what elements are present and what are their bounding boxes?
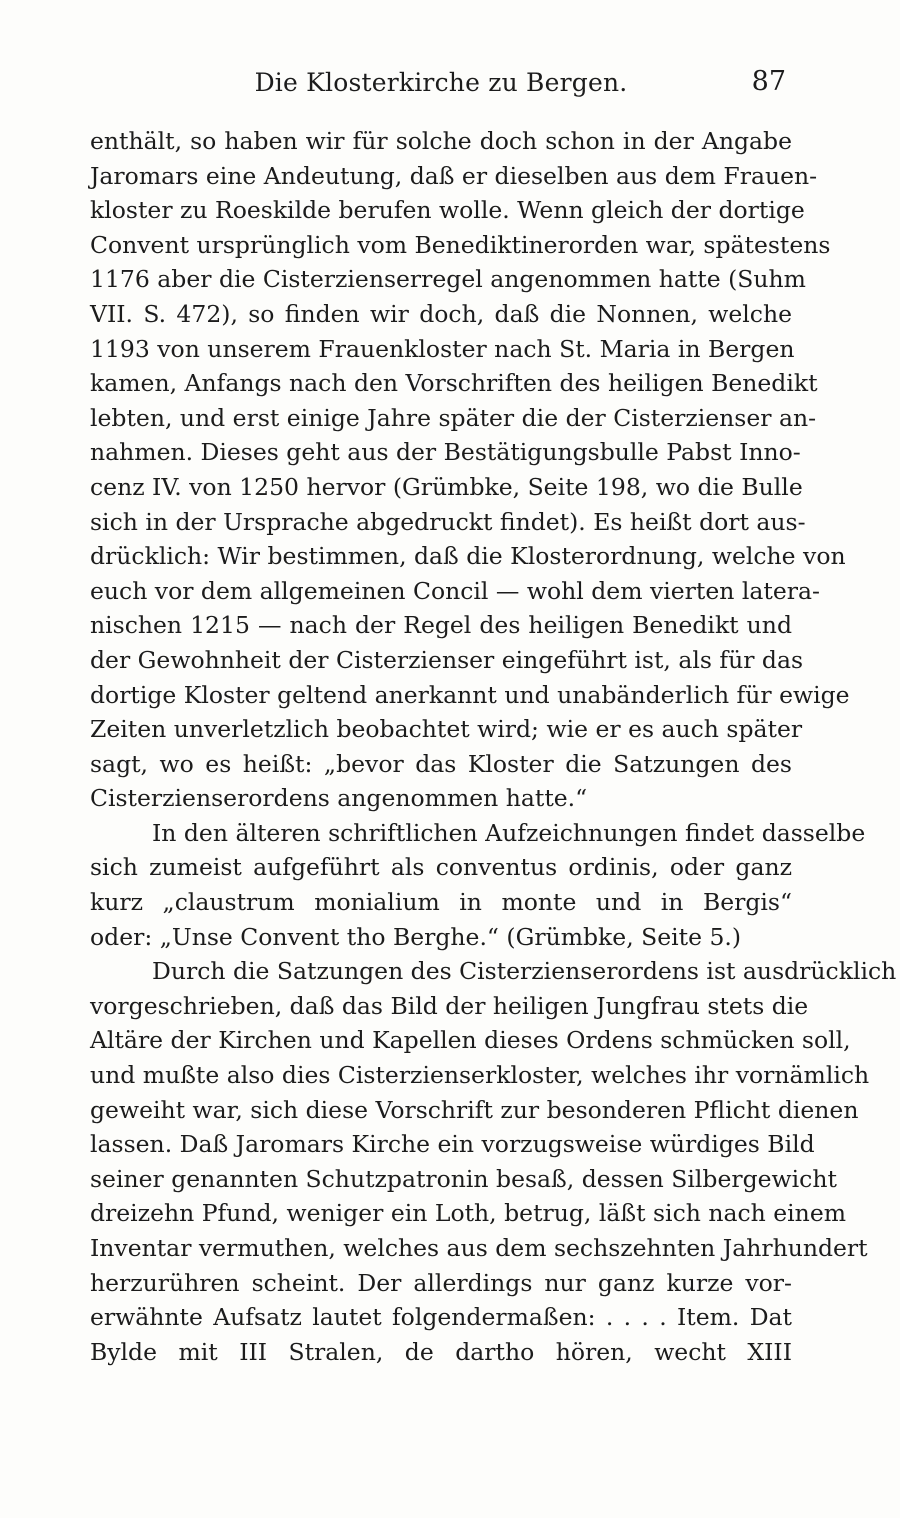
running-title: Die Klosterkirche zu Bergen.	[254, 68, 628, 97]
text-line-paragraph-end: oder: „Unse Convent tho Berghe.“ (Grümbke, Seite 5.)	[90, 922, 742, 951]
text-line: Zeiten unverletzlich beobachtet wird; wie er es auch später	[90, 715, 803, 744]
text-line: dreizehn Pfund, weniger ein Loth, betrug, läßt sich nach einem	[90, 1199, 847, 1228]
text-line: 1193 von unserem Frauenkloster nach St. Maria in Bergen	[90, 334, 795, 363]
text-line: seiner genannten Schutzpatronin besaß, dessen Silbergewicht	[90, 1164, 837, 1193]
text-line: dortige Kloster geltend anerkannt und unabänderlich für ewige	[90, 680, 850, 709]
text-line: geweiht war, sich diese Vorschrift zur besonderen Pflicht dienen	[90, 1095, 859, 1124]
text-line: 1176 aber die Cisterzienserregel angenommen hatte (Suhm	[90, 265, 806, 294]
text-line: Altäre der Kirchen und Kapellen dieses Ordens schmücken soll,	[90, 1026, 851, 1055]
text-line: und mußte also dies Cisterzienserkloster, welches ihr vornämlich	[90, 1061, 870, 1090]
text-line: drücklich: Wir bestimmen, daß die Klosterordnung, welche von	[90, 542, 846, 571]
text-line: erwähnte Aufsatz lautet folgendermaßen: . . . . Item. Dat	[90, 1303, 792, 1332]
text-line: vorgeschrieben, daß das Bild der heiligen Jungfrau stets die	[90, 991, 809, 1020]
text-line: nischen 1215 — nach der Regel des heiligen Benedikt und	[90, 611, 792, 640]
text-line-paragraph-start: In den älteren schriftlichen Aufzeichnungen findet dasselbe	[152, 818, 866, 847]
text-line: kamen, Anfangs nach den Vorschriften des heiligen Benedikt	[90, 369, 818, 398]
text-line: Bylde mit III Stralen, de dartho hören, wecht XIII	[90, 1337, 792, 1366]
text-line: herzurühren scheint. Der allerdings nur ganz kurze vor-	[90, 1268, 792, 1297]
text-line-paragraph-end: Cisterzienserordens angenommen hatte.“	[90, 784, 588, 813]
text-line: cenz IV. von 1250 hervor (Grümbke, Seite 198, wo die Bulle	[90, 472, 803, 501]
text-line: kurz „claustrum monialium in monte und in Bergis“	[90, 888, 792, 917]
body-text	[90, 124, 897, 1369]
text-line: Convent ursprünglich vom Benediktinerorden war, spätestens	[90, 230, 831, 259]
text-line: lebten, und erst einige Jahre später die der Cisterzienser an-	[90, 403, 817, 432]
text-line: Jaromars eine Andeutung, daß er dieselben aus dem Frauen-	[90, 161, 818, 190]
text-line-paragraph-start: Durch die Satzungen des Cisterzienserordens ist ausdrücklich	[152, 957, 897, 986]
text-line: sagt, wo es heißt: „bevor das Kloster die Satzungen des	[90, 749, 792, 778]
text-line: der Gewohnheit der Cisterzienser eingeführt ist, als für das	[90, 645, 804, 674]
running-header	[90, 62, 792, 102]
text-line: kloster zu Roeskilde berufen wolle. Wenn gleich der dortige	[90, 196, 805, 225]
text-line: sich in der Ursprache abgedruckt findet). Es heißt dort aus-	[90, 507, 806, 536]
page-number: 87	[751, 66, 786, 97]
text-line: nahmen. Dieses geht aus der Bestätigungsbulle Pabst Inno-	[90, 438, 801, 467]
text-line: VII. S. 472), so finden wir doch, daß die Nonnen, welche	[90, 299, 792, 328]
text-line: enthält, so haben wir für solche doch schon in der Angabe	[90, 127, 792, 155]
text-line: sich zumeist aufgeführt als conventus ordinis, oder ganz	[90, 853, 792, 882]
text-line: euch vor dem allgemeinen Concil — wohl dem vierten latera-	[90, 576, 820, 605]
text-line: Inventar vermuthen, welches aus dem sechszehnten Jahrhundert	[90, 1234, 868, 1262]
text-line: lassen. Daß Jaromars Kirche ein vorzugsweise würdiges Bild	[90, 1130, 815, 1159]
